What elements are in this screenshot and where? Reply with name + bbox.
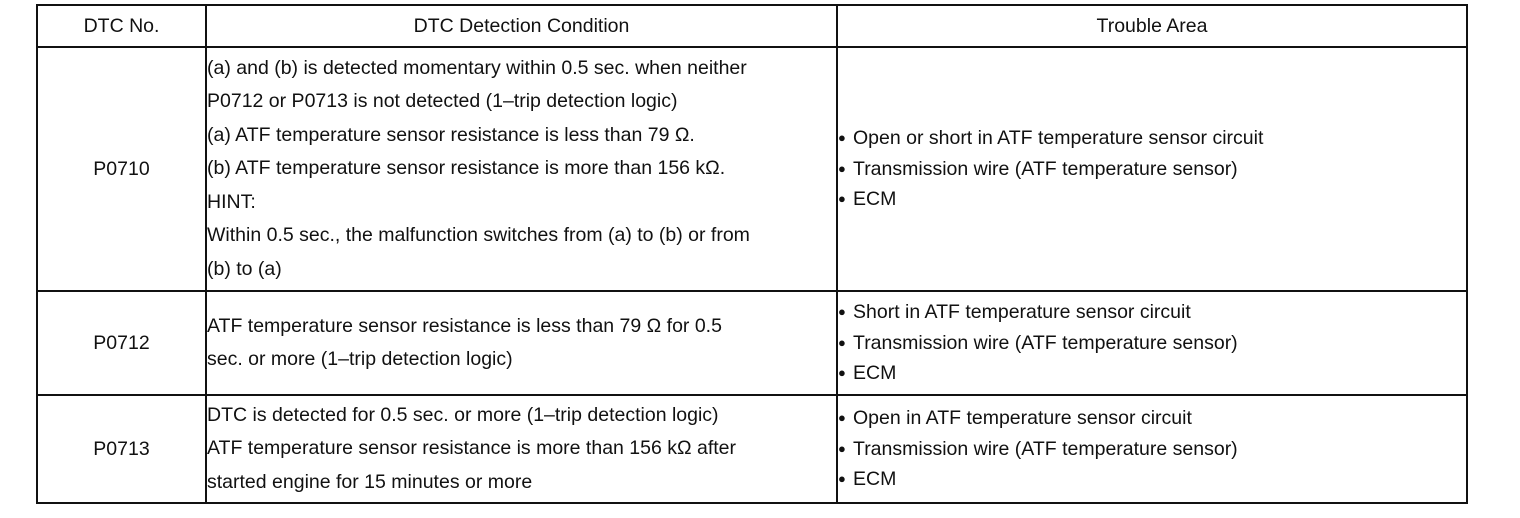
bullet-icon: ● bbox=[838, 365, 846, 381]
table-header-row bbox=[37, 5, 1467, 47]
trouble-area-item bbox=[838, 154, 1466, 185]
header-dtc-no: DTC No. bbox=[37, 5, 206, 47]
table-row bbox=[37, 47, 1467, 291]
bullet-icon: ● bbox=[838, 410, 846, 426]
bullet-icon: ● bbox=[838, 334, 846, 350]
condition-line: ATF temperature sensor resistance is less than 79 Ω for 0.5 bbox=[207, 314, 722, 337]
condition-line: ATF temperature sensor resistance is more than 156 kΩ after bbox=[207, 437, 737, 460]
trouble-area-item bbox=[838, 184, 1466, 215]
trouble-area-item bbox=[838, 464, 1466, 495]
dtc-code: P0712 bbox=[37, 291, 206, 395]
trouble-area-text: Transmission wire (ATF temperature sensor) bbox=[853, 157, 1238, 180]
condition-line: DTC is detected for 0.5 sec. or more (1–trip detection logic) bbox=[207, 403, 719, 426]
detection-condition bbox=[206, 395, 837, 503]
bullet-icon: ● bbox=[838, 130, 846, 146]
trouble-area-item bbox=[838, 403, 1466, 434]
condition-line: Within 0.5 sec., the malfunction switches from (a) to (b) or from bbox=[207, 224, 750, 247]
trouble-area-text: Short in ATF temperature sensor circuit bbox=[853, 301, 1191, 324]
bullet-icon: ● bbox=[838, 304, 846, 320]
trouble-area-text: ECM bbox=[853, 362, 897, 385]
trouble-area-item bbox=[838, 434, 1466, 465]
trouble-area-item bbox=[838, 358, 1466, 389]
condition-line: P0712 or P0713 is not detected (1–trip detection logic) bbox=[207, 90, 678, 113]
table-row bbox=[37, 291, 1467, 395]
trouble-area-item bbox=[838, 123, 1466, 154]
trouble-area-text: ECM bbox=[853, 468, 897, 491]
bullet-icon: ● bbox=[838, 471, 846, 487]
condition-line: started engine for 15 minutes or more bbox=[207, 470, 533, 493]
condition-line: (b) to (a) bbox=[207, 257, 282, 280]
header-trouble-area: Trouble Area bbox=[837, 5, 1467, 47]
trouble-area-text: Transmission wire (ATF temperature sensor) bbox=[853, 331, 1238, 354]
bullet-icon: ● bbox=[838, 440, 846, 456]
condition-line: (a) and (b) is detected momentary within 0.5 sec. when neither bbox=[207, 56, 747, 79]
dtc-table bbox=[36, 4, 1468, 504]
trouble-area bbox=[837, 47, 1467, 291]
trouble-area-text: Open in ATF temperature sensor circuit bbox=[853, 407, 1192, 430]
table-row bbox=[37, 395, 1467, 503]
trouble-area bbox=[837, 291, 1467, 395]
condition-line: sec. or more (1–trip detection logic) bbox=[207, 348, 513, 370]
trouble-area bbox=[837, 395, 1467, 503]
condition-line: (a) ATF temperature sensor resistance is less than 79 Ω. bbox=[207, 123, 695, 146]
header-detection-condition: DTC Detection Condition bbox=[206, 5, 837, 47]
trouble-area-text: Transmission wire (ATF temperature sensor) bbox=[853, 437, 1238, 460]
detection-condition bbox=[206, 291, 837, 395]
trouble-area-item bbox=[838, 328, 1466, 359]
bullet-icon: ● bbox=[838, 160, 846, 176]
dtc-code: P0710 bbox=[37, 47, 206, 291]
detection-condition bbox=[206, 47, 837, 291]
condition-line: HINT: bbox=[207, 190, 256, 213]
trouble-area-text: Open or short in ATF temperature sensor circuit bbox=[853, 127, 1264, 150]
trouble-area-item bbox=[838, 297, 1466, 328]
dtc-code: P0713 bbox=[37, 395, 206, 503]
bullet-icon: ● bbox=[838, 191, 846, 207]
trouble-area-text: ECM bbox=[853, 188, 897, 211]
condition-line: (b) ATF temperature sensor resistance is more than 156 kΩ. bbox=[207, 157, 726, 180]
